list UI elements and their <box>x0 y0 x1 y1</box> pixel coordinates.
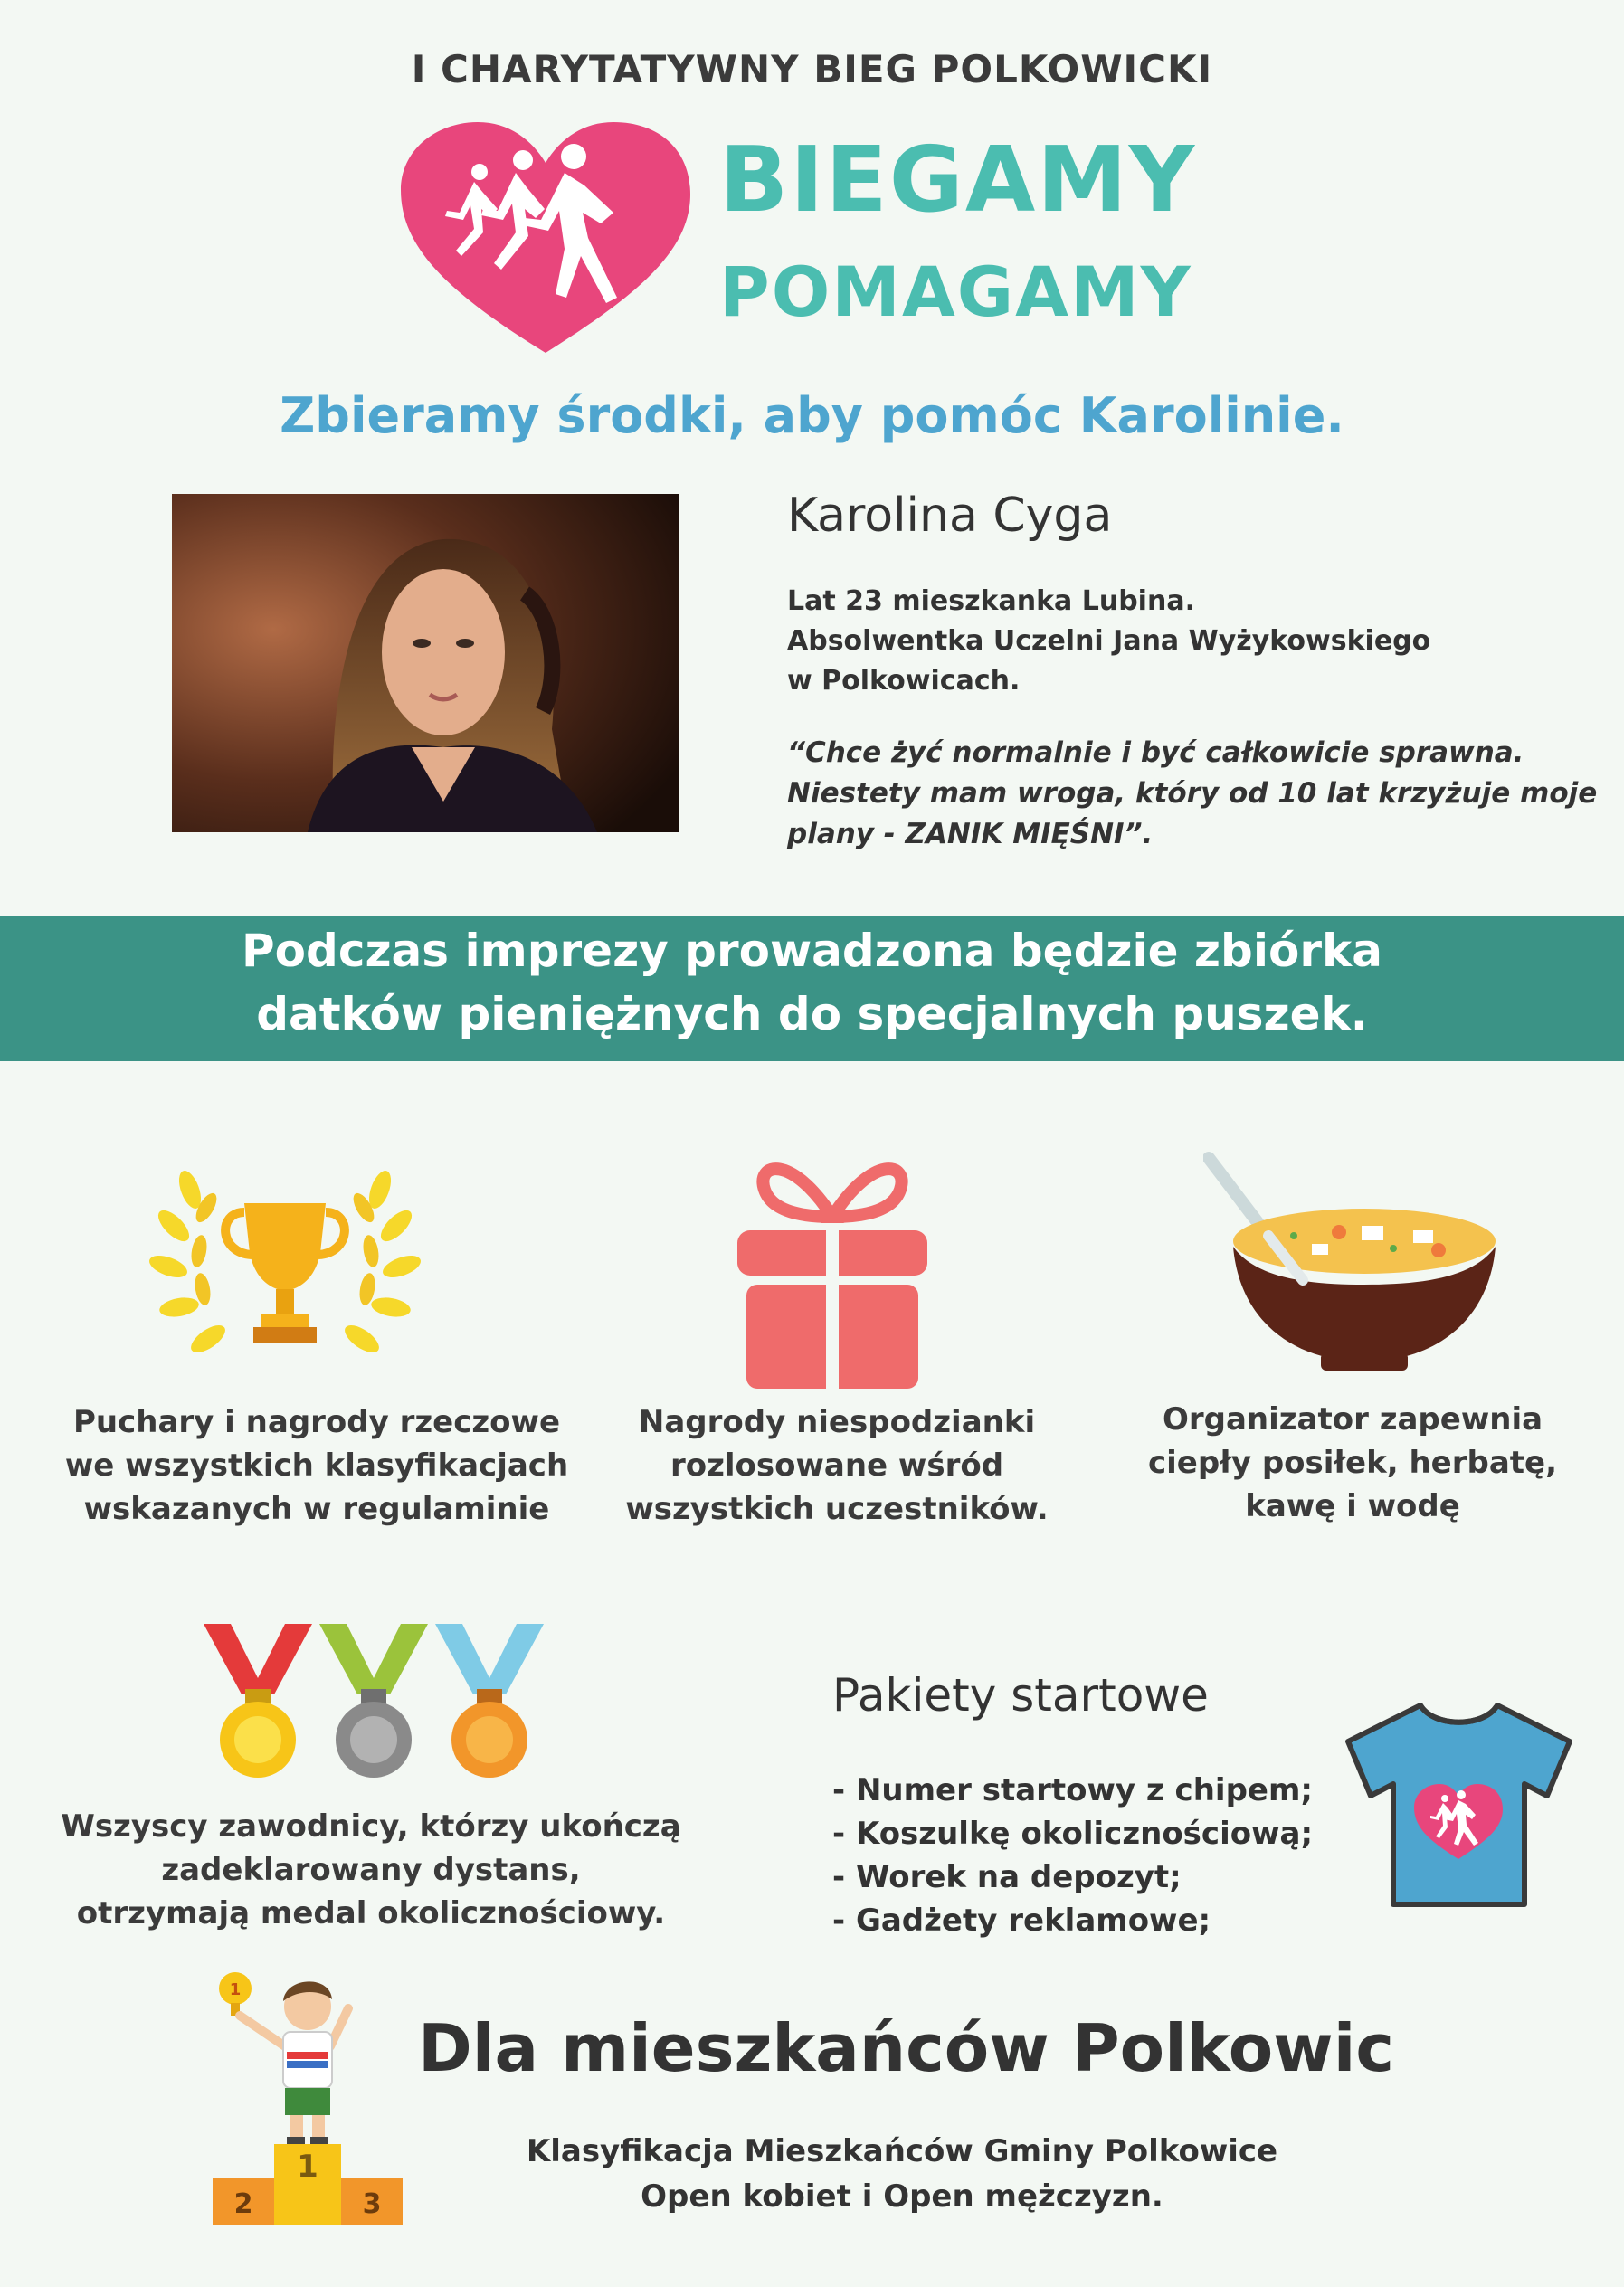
residents-title: Dla mieszkańców Polkowic <box>418 2010 1395 2086</box>
feature-line: ciepły posiłek, herbatę, <box>1148 1445 1557 1481</box>
event-title: I CHARYTATYWNY BIEG POLKOWICKI <box>411 47 1213 91</box>
quote-line: plany - ZANIK MIĘŚNI”. <box>787 818 1154 850</box>
bio-line: w Polkowicach. <box>787 665 1021 697</box>
brand-line-2: POMAGAMY <box>719 251 1192 332</box>
feature-food <box>1108 1398 1597 1528</box>
quote-line: “Chce żyć normalnie i być całkowicie sprawna. <box>787 736 1524 769</box>
podium-label-3: 3 <box>362 2188 382 2220</box>
feature-line: wskazanych w regulaminie <box>83 1491 550 1527</box>
feature-surprises <box>556 1400 1117 1531</box>
feature-line: kawę i wodę <box>1245 1488 1460 1524</box>
pack-item: - Koszulkę okolicznościową; <box>832 1816 1314 1852</box>
podium-label-2: 2 <box>233 2188 253 2220</box>
packs-title: Pakiety startowe <box>832 1669 1209 1722</box>
feature-trophies <box>36 1400 597 1531</box>
feature-line: Wszyscy zawodnicy, którzy ukończą <box>61 1808 681 1845</box>
medals-icon <box>204 1624 547 1787</box>
soup-bowl-icon <box>1203 1149 1502 1375</box>
feature-medals <box>27 1805 715 1935</box>
person-name: Karolina Cyga <box>787 489 1113 543</box>
podium-label-1: 1 <box>297 2149 318 2185</box>
trophy-laurel-icon <box>136 1153 434 1371</box>
feature-line: rozlosowane wśród <box>670 1447 1004 1484</box>
podium-winner-icon <box>213 1963 403 2225</box>
banner-line-2: datków pieniężnych do specjalnych puszek. <box>256 988 1368 1040</box>
feature-line: otrzymają medal okolicznościowy. <box>76 1895 666 1931</box>
quote-line: Niestety mam wroga, który od 10 lat krzyżuje moje <box>787 777 1598 810</box>
residents-line-2: Open kobiet i Open mężczyzn. <box>641 2178 1163 2215</box>
feature-line: Nagrody niespodzianki <box>638 1404 1036 1440</box>
pack-item: - Worek na depozyt; <box>832 1859 1182 1895</box>
heart-runners-logo <box>396 122 695 357</box>
brand-line-1: BIEGAMY <box>719 127 1197 232</box>
tagline: Zbieramy środki, aby pomóc Karolinie. <box>280 387 1344 444</box>
banner-line-1: Podczas imprezy prowadzona będzie zbiórka <box>242 925 1382 977</box>
svg-text:1: 1 <box>229 1980 242 1999</box>
tshirt-icon <box>1344 1701 1574 1909</box>
bio-line: Lat 23 mieszkanka Lubina. <box>787 585 1195 617</box>
bio-line: Absolwentka Uczelni Jana Wyżykowskiego <box>787 625 1431 657</box>
feature-line: Organizator zapewnia <box>1162 1401 1543 1438</box>
pack-item: - Numer startowy z chipem; <box>832 1772 1313 1808</box>
feature-line: wszystkich uczestników. <box>625 1491 1049 1527</box>
feature-line: zadeklarowany dystans, <box>161 1852 581 1888</box>
feature-line: we wszystkich klasyfikacjach <box>64 1447 569 1484</box>
gift-icon <box>737 1135 927 1393</box>
pack-item: - Gadżety reklamowe; <box>832 1903 1211 1939</box>
feature-line: Puchary i nagrody rzeczowe <box>72 1404 561 1440</box>
portrait-photo <box>172 494 679 832</box>
residents-line-1: Klasyfikacja Mieszkańców Gminy Polkowice <box>526 2133 1278 2169</box>
